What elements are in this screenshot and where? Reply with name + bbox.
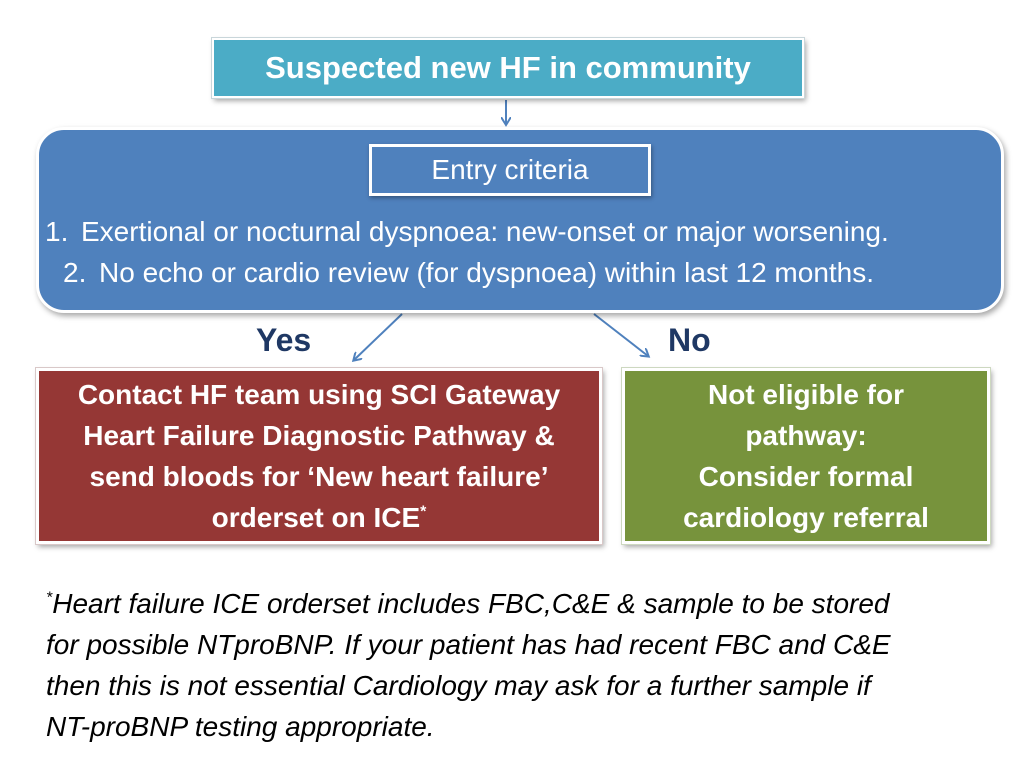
footnote-marker: * xyxy=(420,503,427,521)
criterion-number: 2. xyxy=(63,257,87,288)
footnote-line: *Heart failure ICE orderset includes FBC,C&E & sample to be stored xyxy=(46,588,890,619)
not-eligible-line: Consider formal xyxy=(698,461,914,492)
criterion-item xyxy=(45,216,889,248)
criterion-item xyxy=(63,257,874,289)
contact-line: Contact HF team using SCI Gateway xyxy=(77,379,561,410)
yes-arrow xyxy=(354,314,402,360)
not-eligible-line: pathway: xyxy=(745,420,867,451)
footnote-marker: * xyxy=(46,589,53,607)
contact-line: send bloods for ‘New heart failure’ xyxy=(89,461,549,492)
footnote-line: NT-proBNP testing appropriate. xyxy=(46,711,435,742)
not-eligible-line: Not eligible for xyxy=(708,379,904,410)
yes-branch-label: Yes xyxy=(256,322,312,358)
entry-criteria-label: Entry criteria xyxy=(369,144,651,196)
criterion-text: Exertional or nocturnal dyspnoea: new-onset or major worsening. xyxy=(81,216,889,247)
criterion-text: No echo or cardio review (for dyspnoea) within last 12 months. xyxy=(99,257,875,288)
contact-line: orderset on ICE* xyxy=(211,502,427,533)
footnote xyxy=(46,583,996,747)
contact-line: Heart Failure Diagnostic Pathway & xyxy=(83,420,555,451)
title-text: Suspected new HF in community xyxy=(265,50,751,85)
not-eligible-box xyxy=(622,368,990,544)
not-eligible-line: cardiology referral xyxy=(683,502,929,533)
criterion-number: 1. xyxy=(45,216,69,247)
no-branch-label: No xyxy=(668,322,711,358)
entry-criteria-panel xyxy=(36,127,1004,313)
footnote-line: for possible NTproBNP. If your patient has had recent FBC and C&E xyxy=(46,629,891,660)
footnote-line: then this is not essential Cardiology may ask for a further sample if xyxy=(46,670,871,701)
title-box xyxy=(212,38,804,98)
no-arrow xyxy=(594,314,648,356)
contact-hf-team-box xyxy=(36,368,602,544)
